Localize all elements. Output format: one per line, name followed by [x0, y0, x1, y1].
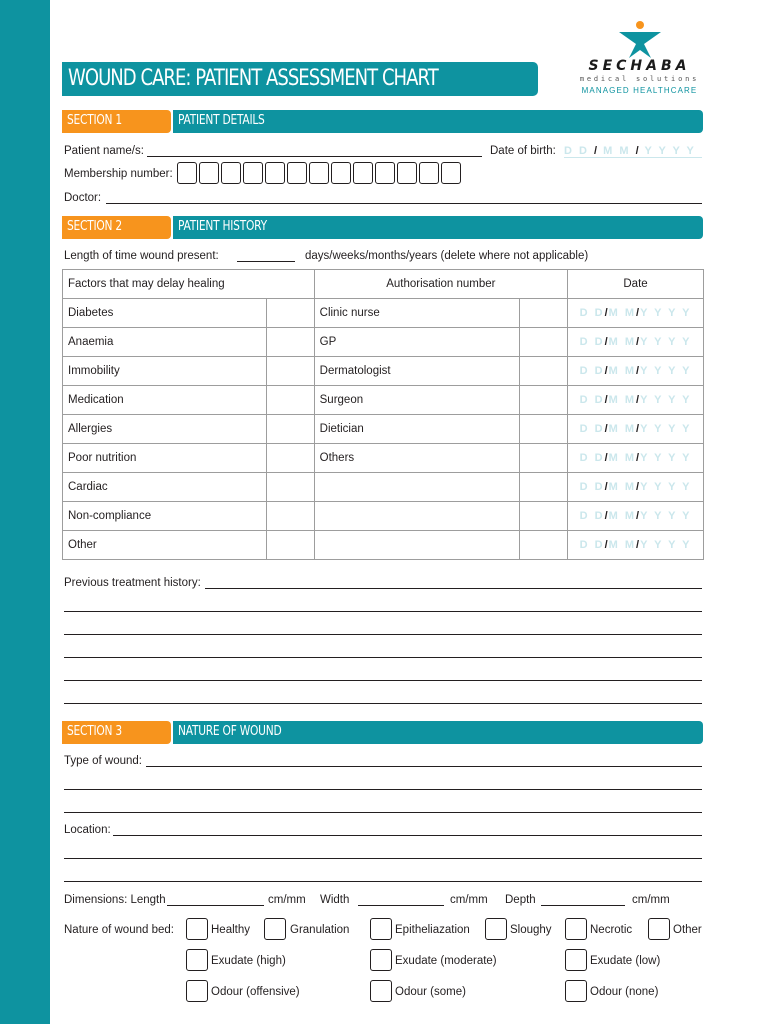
section1-bar [173, 110, 703, 133]
wound-time-units: days/weeks/months/years (delete where not applicable) [305, 250, 589, 262]
date-separator: / [636, 452, 641, 464]
granulation-label: Granulation [290, 924, 350, 936]
factor-label: Diabetes [63, 299, 267, 328]
type-of-wound-line[interactable] [64, 812, 702, 813]
date-cell[interactable] [568, 415, 704, 444]
healthy-label: Healthy [211, 924, 250, 936]
previous-history-line[interactable] [64, 657, 702, 658]
authorisation-number-cell[interactable] [520, 328, 568, 357]
factor-label: Immobility [63, 357, 267, 386]
location-label: Location: [64, 824, 111, 836]
authorisation-number-cell[interactable] [520, 444, 568, 473]
sloughy-checkbox[interactable] [485, 918, 507, 940]
date-separator: / [604, 307, 609, 319]
odour-some-label: Odour (some) [395, 986, 466, 998]
section3-title: NATURE OF WOUND [178, 724, 282, 739]
location-line[interactable] [113, 835, 702, 836]
section2-tab [62, 216, 171, 239]
date-year-placeholder: Y Y Y Y [640, 365, 692, 377]
date-year-placeholder: Y Y Y Y [640, 394, 692, 406]
date-cell[interactable] [568, 386, 704, 415]
factor-tick-cell[interactable] [266, 357, 314, 386]
date-separator: / [636, 481, 641, 493]
table-row [63, 357, 704, 386]
type-of-wound-line[interactable] [64, 789, 702, 790]
date-year-placeholder: Y Y Y Y [640, 452, 692, 464]
date-cell[interactable] [568, 299, 704, 328]
authorisation-number-cell[interactable] [520, 357, 568, 386]
date-year-placeholder: Y Y Y Y [640, 510, 692, 522]
membership-digit-box[interactable] [375, 162, 395, 184]
epitheliazation-checkbox[interactable] [370, 918, 392, 940]
section2-bar [173, 216, 703, 239]
date-day-placeholder: D D [579, 539, 605, 551]
epitheliazation-label: Epitheliazation [395, 924, 470, 936]
wound-time-field[interactable] [237, 261, 295, 262]
factor-tick-cell[interactable] [266, 299, 314, 328]
header-authorisation: Authorisation number [314, 270, 567, 299]
table-row [63, 473, 704, 502]
date-month-placeholder: M M [608, 423, 637, 435]
authorisation-label: Dermatologist [314, 357, 520, 386]
healthy-checkbox[interactable] [186, 918, 208, 940]
dob-year-placeholder: Y Y Y Y [644, 145, 696, 157]
factor-label: Poor nutrition [63, 444, 267, 473]
date-day-placeholder: D D [579, 365, 605, 377]
table-row [63, 415, 704, 444]
date-day-placeholder: D D [579, 423, 605, 435]
date-cell[interactable] [568, 328, 704, 357]
factor-label: Non-compliance [63, 502, 267, 531]
depth-label: Depth [505, 894, 536, 906]
date-separator: / [604, 365, 609, 377]
previous-history-line[interactable] [64, 611, 702, 612]
sloughy-label: Sloughy [510, 924, 552, 936]
factor-tick-cell[interactable] [266, 502, 314, 531]
exudate-moderate-checkbox[interactable] [370, 949, 392, 971]
membership-digit-box[interactable] [265, 162, 285, 184]
date-separator: / [604, 423, 609, 435]
authorisation-number-cell[interactable] [520, 531, 568, 560]
odour-none-checkbox[interactable] [565, 980, 587, 1002]
authorisation-label [314, 502, 520, 531]
factor-label: Allergies [63, 415, 267, 444]
width-label: Width [320, 894, 350, 906]
date-month-placeholder: M M [608, 481, 637, 493]
logo-name: SECHABA [588, 58, 691, 74]
factor-label: Cardiac [63, 473, 267, 502]
membership-digit-box[interactable] [419, 162, 439, 184]
section1-tab [62, 110, 171, 133]
wound-time-label: Length of time wound present: [64, 250, 219, 262]
date-year-placeholder: Y Y Y Y [640, 423, 692, 435]
exudate-high-checkbox[interactable] [186, 949, 208, 971]
type-of-wound-label: Type of wound: [64, 755, 142, 767]
date-month-placeholder: M M [608, 510, 637, 522]
table-row [63, 328, 704, 357]
necrotic-label: Necrotic [590, 924, 633, 936]
date-separator: / [604, 510, 609, 522]
factor-label: Medication [63, 386, 267, 415]
section2-title: PATIENT HISTORY [178, 219, 267, 234]
date-cell[interactable] [568, 444, 704, 473]
date-day-placeholder: D D [579, 394, 605, 406]
location-line[interactable] [64, 881, 702, 882]
date-separator: / [604, 336, 609, 348]
membership-digit-box[interactable] [221, 162, 241, 184]
factor-tick-cell[interactable] [266, 328, 314, 357]
previous-history-line[interactable] [205, 588, 702, 589]
date-separator: / [636, 423, 641, 435]
date-separator: / [636, 365, 641, 377]
membership-digit-box[interactable] [177, 162, 197, 184]
sechaba-logo [572, 20, 707, 100]
table-row [63, 299, 704, 328]
date-month-placeholder: M M [608, 452, 637, 464]
dob-separator: / [635, 145, 640, 157]
date-day-placeholder: D D [579, 481, 605, 493]
date-month-placeholder: M M [608, 394, 637, 406]
exudate-high-label: Exudate (high) [211, 955, 286, 967]
dob-separator: / [594, 145, 599, 157]
wound-bed-label: Nature of wound bed: [64, 924, 174, 936]
membership-digit-box[interactable] [199, 162, 219, 184]
date-separator: / [636, 394, 641, 406]
date-cell[interactable] [568, 473, 704, 502]
date-cell[interactable] [568, 531, 704, 560]
authorisation-label: GP [314, 328, 520, 357]
authorisation-number-cell[interactable] [520, 299, 568, 328]
authorisation-label: Dietician [314, 415, 520, 444]
dob-day-placeholder: D D [564, 145, 589, 157]
history-table [62, 269, 704, 560]
date-day-placeholder: D D [579, 307, 605, 319]
dimensions-length-label: Dimensions: Length [64, 894, 166, 906]
table-row [63, 502, 704, 531]
date-cell[interactable] [568, 502, 704, 531]
date-year-placeholder: Y Y Y Y [640, 481, 692, 493]
dob-month-placeholder: M M [603, 145, 631, 157]
date-cell[interactable] [568, 357, 704, 386]
section2-tab-label: SECTION 2 [67, 219, 122, 234]
section3-bar [173, 721, 703, 744]
width-unit: cm/mm [450, 894, 488, 906]
membership-digit-box[interactable] [287, 162, 307, 184]
date-separator: / [636, 539, 641, 551]
dob-label: Date of birth: [490, 145, 556, 157]
date-separator: / [604, 452, 609, 464]
date-year-placeholder: Y Y Y Y [640, 539, 692, 551]
other-checkbox[interactable] [648, 918, 670, 940]
section1-tab-label: SECTION 1 [67, 113, 122, 128]
date-separator: / [636, 336, 641, 348]
factor-tick-cell[interactable] [266, 386, 314, 415]
logo-subtitle: medical solutions [579, 75, 700, 83]
authorisation-number-cell[interactable] [520, 502, 568, 531]
date-year-placeholder: Y Y Y Y [640, 307, 692, 319]
factor-label: Other [63, 531, 267, 560]
date-day-placeholder: D D [579, 336, 605, 348]
depth-unit: cm/mm [632, 894, 670, 906]
date-separator: / [636, 510, 641, 522]
exudate-low-label: Exudate (low) [590, 955, 661, 967]
header-date: Date [568, 270, 704, 299]
exudate-low-checkbox[interactable] [565, 949, 587, 971]
table-row [63, 444, 704, 473]
logo-figure-icon [615, 20, 665, 60]
authorisation-label [314, 531, 520, 560]
date-separator: / [604, 481, 609, 493]
side-band [0, 0, 50, 1024]
membership-label: Membership number: [64, 168, 173, 180]
date-month-placeholder: M M [608, 539, 637, 551]
page-title: WOUND CARE: PATIENT ASSESSMENT CHART [68, 66, 438, 91]
date-month-placeholder: M M [608, 307, 637, 319]
date-day-placeholder: D D [579, 510, 605, 522]
page-title-bar [62, 62, 538, 96]
logo-tagline: MANAGED HEALTHCARE [581, 86, 698, 95]
date-day-placeholder: D D [579, 452, 605, 464]
authorisation-label: Surgeon [314, 386, 520, 415]
odour-offensive-checkbox[interactable] [186, 980, 208, 1002]
membership-digit-box[interactable] [397, 162, 417, 184]
date-month-placeholder: M M [608, 365, 637, 377]
table-row [63, 531, 704, 560]
granulation-checkbox[interactable] [264, 918, 286, 940]
date-separator: / [604, 394, 609, 406]
dob-underline [564, 157, 702, 158]
header-factors: Factors that may delay healing [63, 270, 315, 299]
factor-tick-cell[interactable] [266, 531, 314, 560]
membership-digit-box[interactable] [331, 162, 351, 184]
section3-tab-label: SECTION 3 [67, 724, 122, 739]
previous-history-label: Previous treatment history: [64, 577, 201, 589]
depth-field[interactable] [541, 905, 625, 906]
odour-offensive-label: Odour (offensive) [211, 986, 300, 998]
date-month-placeholder: M M [608, 336, 637, 348]
authorisation-number-cell[interactable] [520, 415, 568, 444]
section1-title: PATIENT DETAILS [178, 113, 265, 128]
patient-name-label: Patient name/s: [64, 145, 144, 157]
membership-digit-box[interactable] [353, 162, 373, 184]
section3-tab [62, 721, 171, 744]
doctor-field[interactable] [106, 203, 702, 204]
date-year-placeholder: Y Y Y Y [640, 336, 692, 348]
factor-tick-cell[interactable] [266, 473, 314, 502]
width-field[interactable] [358, 905, 444, 906]
factor-tick-cell[interactable] [266, 415, 314, 444]
authorisation-label: Clinic nurse [314, 299, 520, 328]
authorisation-label [314, 473, 520, 502]
membership-digit-box[interactable] [441, 162, 461, 184]
necrotic-checkbox[interactable] [565, 918, 587, 940]
type-of-wound-line[interactable] [146, 766, 702, 767]
previous-history-line[interactable] [64, 703, 702, 704]
length-field[interactable] [167, 905, 264, 906]
previous-history-line[interactable] [64, 634, 702, 635]
membership-digit-box[interactable] [309, 162, 329, 184]
dob-field[interactable] [564, 145, 696, 157]
date-separator: / [604, 539, 609, 551]
patient-name-field[interactable] [147, 156, 482, 157]
factor-label: Anaemia [63, 328, 267, 357]
odour-none-label: Odour (none) [590, 986, 659, 998]
location-line[interactable] [64, 858, 702, 859]
authorisation-number-cell[interactable] [520, 386, 568, 415]
date-separator: / [636, 307, 641, 319]
authorisation-label: Others [314, 444, 520, 473]
length-unit: cm/mm [268, 894, 306, 906]
authorisation-number-cell[interactable] [520, 473, 568, 502]
previous-history-line[interactable] [64, 680, 702, 681]
table-header-row [63, 270, 704, 299]
membership-digit-box[interactable] [243, 162, 263, 184]
factor-tick-cell[interactable] [266, 444, 314, 473]
odour-some-checkbox[interactable] [370, 980, 392, 1002]
exudate-moderate-label: Exudate (moderate) [395, 955, 497, 967]
other-label: Other [673, 924, 702, 936]
doctor-label: Doctor: [64, 192, 102, 204]
table-row [63, 386, 704, 415]
